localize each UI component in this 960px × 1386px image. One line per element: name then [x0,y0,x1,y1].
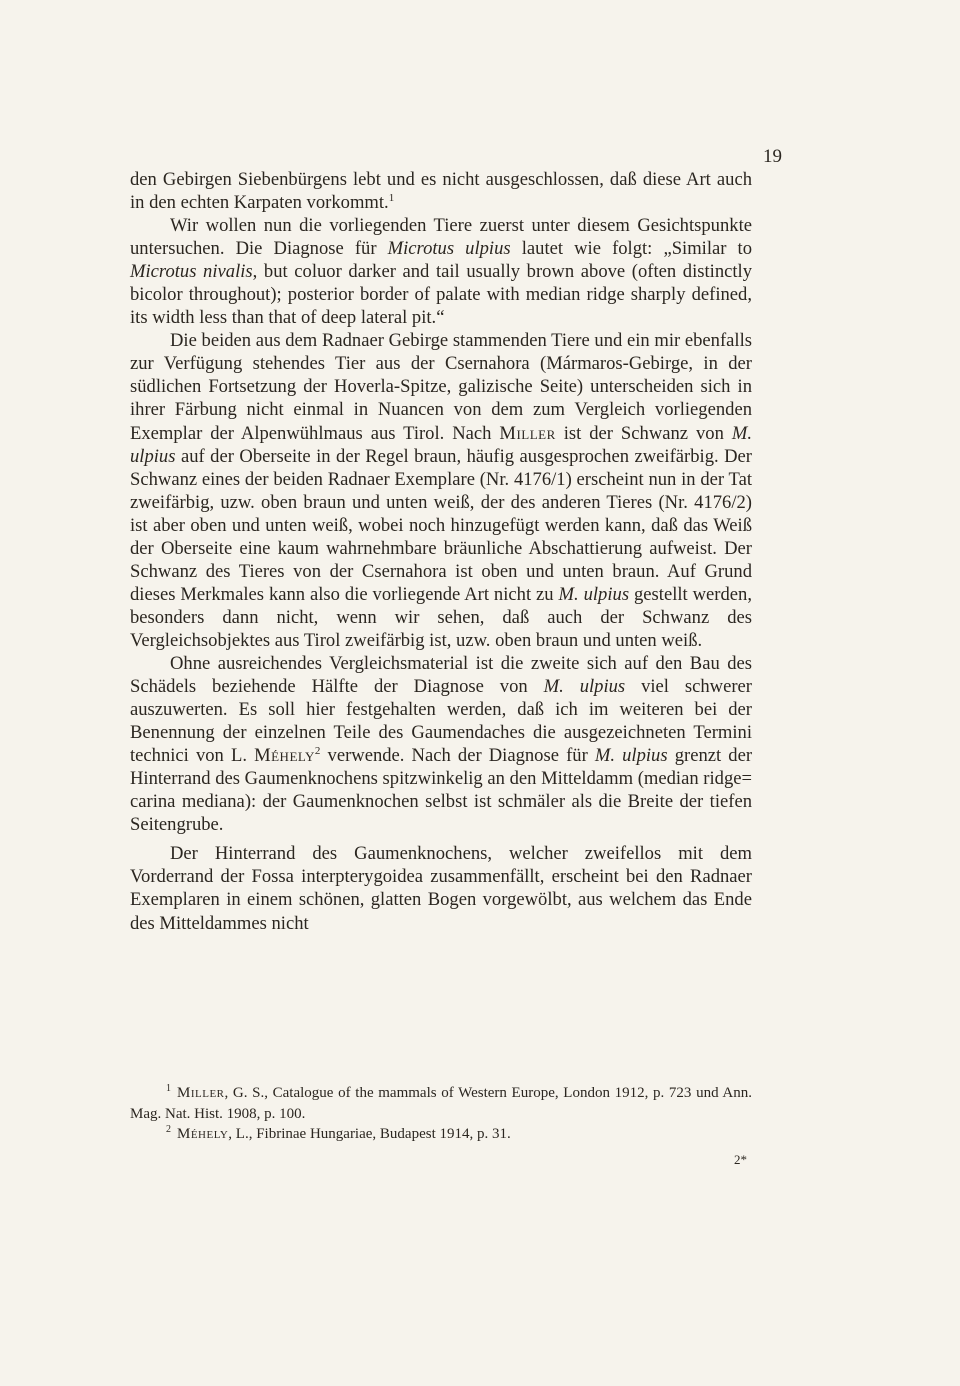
species-name: M. ulpius [594,745,668,767]
text-run: den Gebirgen Siebenbürgens lebt und es nicht ausgeschlossen, daß diese Art auch in den echten Karpaten vorkommt. [130,169,752,214]
footnote-text: , L., Fibrinae Hungariae, Budapest 1914, p. 31. [228,1126,511,1142]
species-name: M. ulpius [543,676,626,698]
text-run: Ohne ausreichendes Vergleichsmaterial ist die zweite sich auf den Bau des Schädels beziehende Hälfte der Diagnose von [130,652,752,698]
text-run: Die beiden aus dem Radnaer Gebirge stammenden Tiere und ein mir ebenfalls zur Verfügung stehendes Tier aus der Csernahora (Mármaros-Gebirge, in der südlichen Fortsetzung der Hoverla-Spitze, galizische Seite) unterscheiden sich in ihrer Färbung nicht einmal in Nuancen von dem zum Vergleich vorliegenden Exemplar der Alpenwühlmaus aus Tirol. Nach [130,330,752,444]
page-number: 19 [763,146,782,167]
text-run: lautet wie folgt: „Similar to [510,238,753,260]
footnote-author: Miller [177,1085,225,1101]
footnote-1 [130,1083,752,1124]
footnote-ref-1: 1 [388,191,395,204]
text-run: grenzt der Hinterrand des Gaumenknochens spitzwinkelig an den Mitteldamm (median ridge= carina mediana): der Gaumenknochen selbst ist schmäler als die Breite der tiefen Seitengrube. [130,745,753,836]
paragraph-4 [130,652,752,836]
footnote-2 [130,1124,752,1145]
author-name: Méhely [254,745,315,767]
text-run: auf der Oberseite in der Regel braun, häufig ausgesprochen zweifärbig. Der Schwanz eines der beiden Radnaer Exemplare (Nr. 4176/1) erscheint nun in der Tat zweifärbig, uzw. oben braun und unten weiß, der des anderen Tieres (Nr. 4176/2) ist aber oben und unten weiß, wobei noch hinzugefügt werden kann, daß das Weiß der Oberseite eine kaum wahrnehmbare bräunliche Abschattierung aufweist. Der Schwanz des Tieres von der Csernahora ist oben und unten braun. Auf Grund dieses Merkmales kann also die vorliegende Art nicht zu [130,445,752,605]
text-run: Der Hinterrand des Gaumenknochens, welcher zweifellos mit dem Vorderrand der Fossa interpterygoidea zusammenfällt, erscheint bei den Radnaer Exemplaren in einem schönen, glatten Bogen vorgewölbt, aus welchem das Ende des Mitteldammes nicht [130,843,752,934]
text-run: viel schwerer auszuwerten. Es soll hier festgehalten werden, daß ich im weiteren bei der Benennung der einzelnen Teile des Gaumendaches die ausgezeichneten Termini technici von L. [130,676,753,767]
footnote-mark: 1 [166,1083,171,1094]
paragraph-5 [130,842,752,934]
footnote-text: , G. S., Catalogue of the mammals of Western Europe, London 1912, p. 723 und Ann. Mag. Nat. Hist. 1908, p. 100. [130,1085,752,1122]
text-run: , but coluor darker and tail usually brown above (often distinctly bicolor throughout); posterior border of palate with median ridge sharply defined, its width less than that of deep lateral pit.“ [130,261,752,329]
body-text [130,168,752,935]
text-run: ist der Schwanz von [555,422,732,444]
text-run: Wir wollen nun die vorliegenden Tiere zuerst unter diesem Gesichtspunkte untersuchen. Die Diagnose für [130,215,752,260]
species-name: M. ulpius [558,583,630,605]
footnote-author: Méhely [177,1126,229,1142]
author-name: Miller [499,422,556,444]
species-name: Microtus nivalis [130,261,253,283]
footnote-mark: 2 [166,1124,171,1135]
footnote-ref-2: 2 [314,744,321,757]
species-name: Microtus ulpius [387,238,511,260]
paragraph-1 [130,168,752,214]
paragraph-2 [130,214,752,329]
footnotes [130,1083,752,1145]
text-run: gestellt werden, besonders dann nicht, wenn wir sehen, daß auch der Schwanz des Vergleichsobjektes aus Tirol zweifärbig ist, uzw. oben braun und unten weiß. [130,583,752,651]
paragraph-3 [130,329,752,652]
species-name: M. ulpius [130,422,752,467]
text-run: verwende. Nach der Diagnose für [320,745,595,767]
signature-mark: 2* [734,1152,747,1167]
